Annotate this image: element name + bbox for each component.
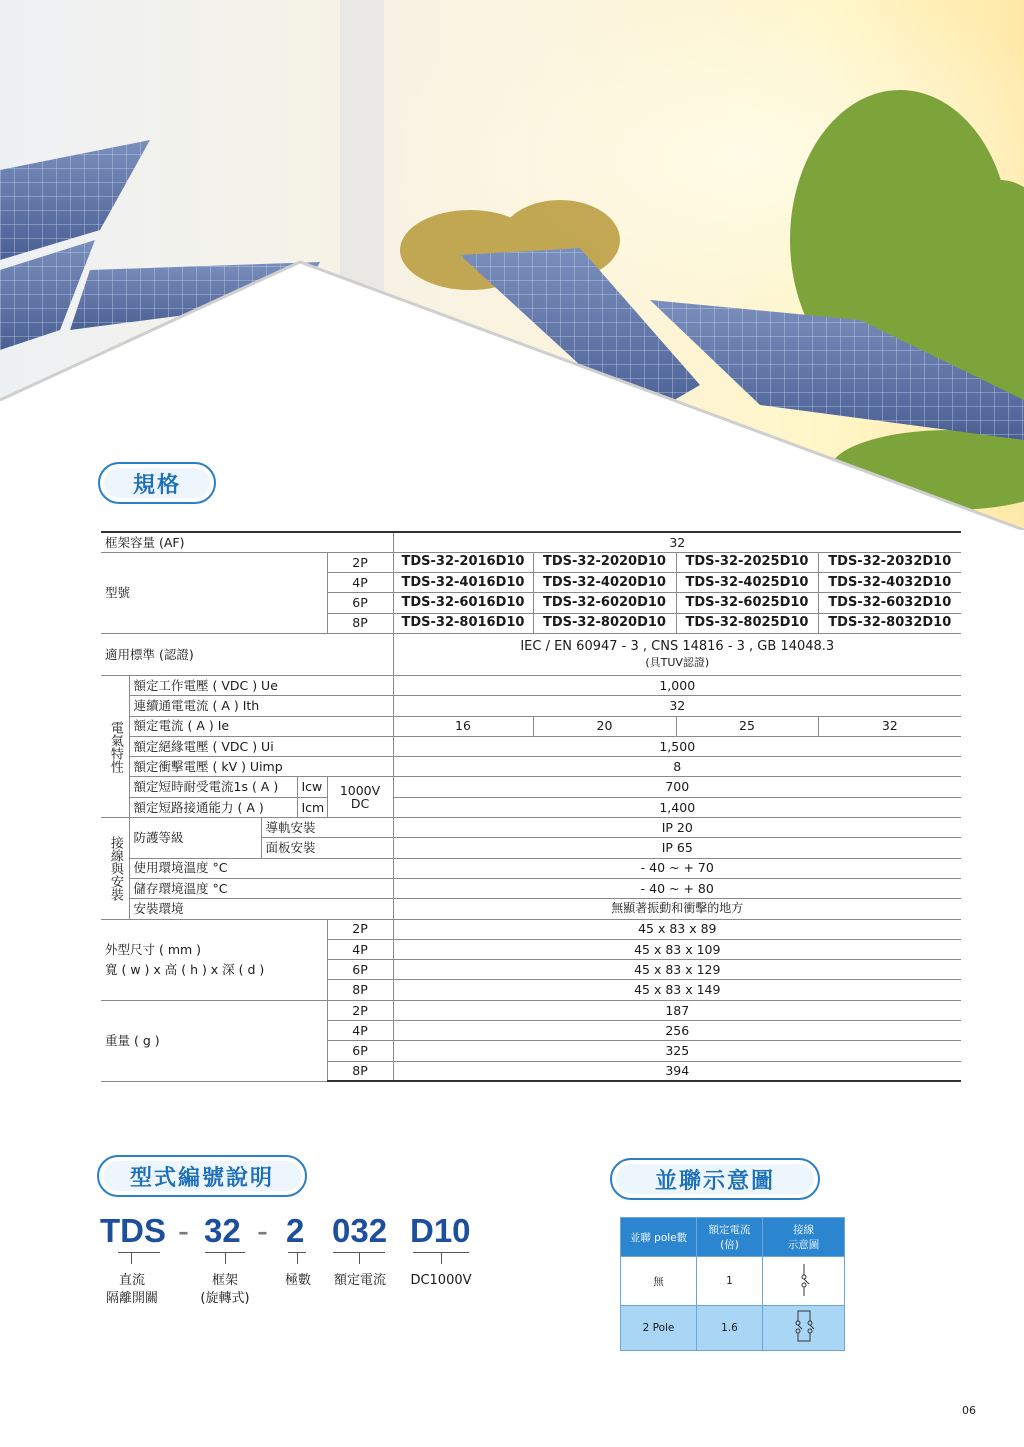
hero-solar-image [0,0,1024,530]
install-group-label [101,818,129,919]
weight-label: 重量 ( g ) [101,1000,327,1081]
dc-label: 1000V DC [327,777,393,818]
spec-section-badge [98,462,216,504]
model-code: TDS-32-8020D10 [533,613,676,633]
dim-value: 45 x 83 x 89 [393,919,961,939]
parallel-factor: 1.6 [697,1306,763,1351]
standard-note: (具TUV認證) [645,655,710,669]
parallel-row [621,1257,845,1306]
ip-label: 防護等級 [129,818,261,859]
weight-value: 187 [393,1000,961,1020]
icw-label: 額定短時耐受電流1s ( A ) [129,777,297,797]
env-value: 無顯著振動和衝擊的地方 [393,899,961,919]
wiring-diagram-parallel-icon [763,1306,845,1351]
ip-rail-value: IP 20 [393,818,961,838]
code-frame: 32 [204,1212,241,1249]
model-pole: 6P [327,593,393,613]
dim-label-line2: 寬 ( w ) x 高 ( h ) x 深 ( d ) [105,961,265,977]
code-tick [359,1252,360,1264]
code-label-type-line2: 隔離開關 [105,1290,158,1306]
frame-value: 32 [393,532,961,552]
temp-use-value: - 40 ~ + 70 [393,858,961,878]
dim-row [101,919,961,939]
model-label: 型號 [101,552,327,633]
parallel-section-title: 並聯示意圖 [654,1168,775,1194]
ui-row [101,736,961,756]
standard-cell [393,633,961,675]
model-code: TDS-32-8025D10 [676,613,818,633]
code-label-type-line1: 直流 [118,1273,145,1288]
code-label-poles: 極數 [284,1273,311,1288]
install-group-text: 接線與安裝 [107,835,123,901]
uimp-label: 額定衝擊電壓 ( kV ) Uimp [129,757,393,777]
code-tick [131,1252,132,1264]
model-code: TDS-32-4025D10 [676,573,818,593]
elec-group-label [101,675,129,817]
code-tick [441,1252,442,1264]
code-label-voltage: DC1000V [410,1273,472,1288]
ie-value: 16 [393,716,533,736]
dim-label-line1: 外型尺寸 ( mm ) [105,941,202,957]
icw-symbol: Icw [297,777,327,797]
weight-pole: 8P [327,1061,393,1081]
model-code: TDS-32-6032D10 [818,593,961,613]
code-label-frame-line1: 框架 [211,1273,238,1288]
model-code: TDS-32-6020D10 [533,593,676,613]
ie-row [101,716,961,736]
parallel-header-factor [697,1218,763,1257]
temp-use-row [101,858,961,878]
weight-value: 256 [393,1021,961,1041]
temp-store-row [101,878,961,898]
model-code-section-badge [97,1155,307,1197]
model-pole: 2P [327,552,393,572]
temp-use-label: 使用環境溫度 °C [129,858,393,878]
dim-pole: 6P [327,960,393,980]
ith-row [101,696,961,716]
elec-group-text: 電氣特性 [107,720,123,773]
icm-label: 額定短路接通能力 ( A ) [129,797,297,817]
model-code-section-title: 型式編號說明 [129,1165,274,1191]
env-row [101,899,961,919]
ue-row [101,675,961,695]
ie-value: 25 [676,716,818,736]
icw-row [101,777,961,797]
dim-pole: 4P [327,939,393,959]
temp-store-value: - 40 ~ + 80 [393,878,961,898]
wiring-diagram-single-icon [763,1257,845,1306]
ui-label: 額定絕緣電壓 ( VDC ) Ui [129,736,393,756]
uimp-value: 8 [393,757,961,777]
code-tick [297,1252,298,1264]
standard-row [101,633,961,675]
parallel-header-diagram-line1: 接線 [793,1224,814,1236]
code-current: 032 [332,1212,388,1249]
parallel-header-diagram-line2: 示意圖 [787,1239,820,1251]
ip-rail-label: 導軌安裝 [261,818,393,838]
ip-panel-value: IP 65 [393,838,961,858]
parallel-poles: 無 [621,1257,697,1306]
ip-panel-label: 面板安裝 [261,838,393,858]
dim-value: 45 x 83 x 149 [393,980,961,1000]
model-code: TDS-32-6016D10 [393,593,533,613]
parallel-factor: 1 [697,1257,763,1306]
weight-row [101,1000,961,1020]
code-label-current: 額定電流 [333,1273,386,1288]
ue-label: 額定工作電壓 ( VDC ) Ue [129,675,393,695]
ui-value: 1,500 [393,736,961,756]
standard-label: 適用標準 (認證) [101,633,393,675]
icm-symbol: Icm [297,797,327,817]
code-dash: - [257,1212,268,1249]
code-suffix: D10 [410,1212,471,1249]
model-code: TDS-32-8016D10 [393,613,533,633]
weight-pole: 4P [327,1021,393,1041]
model-pole: 4P [327,573,393,593]
ith-value: 32 [393,696,961,716]
dim-pole: 8P [327,980,393,1000]
standard-value: IEC / EN 60947 - 3 , CNS 14816 - 3 , GB 14048.3 [520,639,835,655]
code-label-frame [192,1272,258,1307]
code-label-type [104,1272,160,1307]
ie-value: 20 [533,716,676,736]
model-row [101,552,961,572]
parallel-poles: 2 Pole [621,1306,697,1351]
temp-store-label: 儲存環境溫度 °C [129,878,393,898]
code-dash: - [178,1212,189,1249]
ie-value: 32 [818,716,961,736]
dim-value: 45 x 83 x 129 [393,960,961,980]
spec-table [101,531,961,1082]
model-code: TDS-32-4020D10 [533,573,676,593]
env-label: 安裝環境 [129,899,393,919]
code-poles: 2 [286,1212,305,1249]
model-code: TDS-32-4032D10 [818,573,961,593]
spec-section-title: 規格 [132,472,181,498]
parallel-section-badge [610,1158,820,1200]
model-code: TDS-32-2025D10 [676,552,818,572]
parallel-table [620,1217,845,1351]
weight-value: 394 [393,1061,961,1081]
icm-row [101,797,961,817]
dim-label [101,919,327,1000]
icw-value: 700 [393,777,961,797]
code-label-frame-line2: (旋轉式) [200,1290,250,1306]
weight-value: 325 [393,1041,961,1061]
model-code: TDS-32-6025D10 [676,593,818,613]
icm-value: 1,400 [393,797,961,817]
frame-row [101,532,961,552]
model-code: TDS-32-8032D10 [818,613,961,633]
ip-rail-row [101,818,961,838]
parallel-header-factor-line1: 額定電流 [708,1224,751,1236]
page-number: 06 [962,1404,976,1417]
ith-label: 連續通電電流 ( A ) Ith [129,696,393,716]
parallel-header-row [621,1218,845,1257]
uimp-row [101,757,961,777]
dim-value: 45 x 83 x 109 [393,939,961,959]
ie-label: 額定電流 ( A ) Ie [129,716,393,736]
ue-value: 1,000 [393,675,961,695]
parallel-header-factor-line2: (倍) [720,1239,739,1251]
model-code: TDS-32-2032D10 [818,552,961,572]
code-prefix: TDS [100,1212,166,1249]
model-pole: 8P [327,613,393,633]
model-code: TDS-32-2016D10 [393,552,533,572]
weight-pole: 6P [327,1041,393,1061]
parallel-header-diagram [763,1218,845,1257]
code-tick [225,1252,226,1264]
weight-pole: 2P [327,1000,393,1020]
dim-pole: 2P [327,919,393,939]
frame-label: 框架容量 (AF) [101,532,393,552]
code-divider [118,1252,160,1253]
model-code: TDS-32-2020D10 [533,552,676,572]
parallel-header-poles: 並聯 pole數 [621,1218,697,1257]
parallel-row [621,1306,845,1351]
model-code: TDS-32-4016D10 [393,573,533,593]
